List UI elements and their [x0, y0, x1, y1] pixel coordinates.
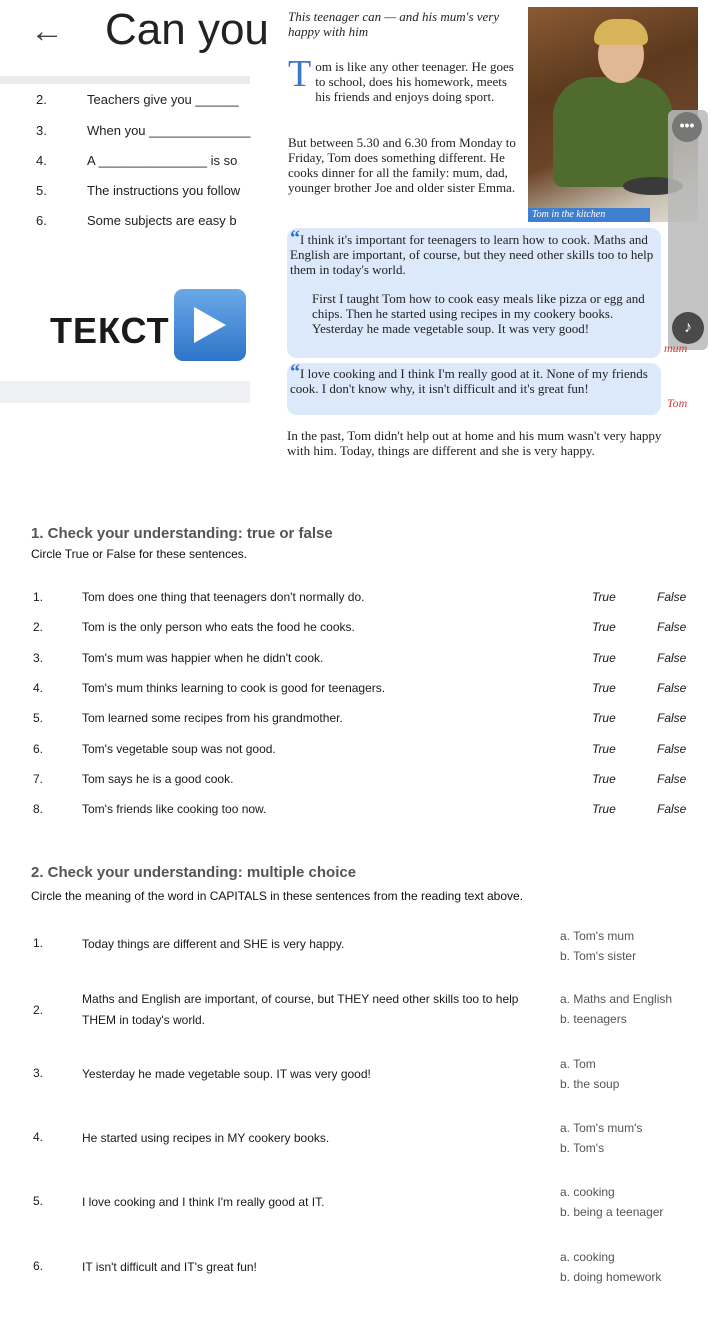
section-subtitle: Circle True or False for these sentences. [31, 547, 248, 561]
false-option[interactable]: False [657, 742, 687, 756]
back-arrow-icon[interactable]: ← [30, 12, 64, 50]
tom-quote: “I love cooking and I think I'm really good at it. None of my friends cook. I don't know why, it isn't difficult and it's great fun! [290, 361, 648, 396]
option-b[interactable]: b. Tom's [560, 1141, 605, 1155]
true-option[interactable]: True [592, 590, 616, 604]
divider [0, 381, 250, 403]
false-option[interactable]: False [657, 711, 687, 725]
false-option[interactable]: False [657, 802, 687, 816]
option-b[interactable]: b. doing homework [560, 1270, 662, 1284]
tf-row: 5. Tom learned some recipes from his grandmother. True False [33, 711, 687, 725]
tf-row: 2. Tom is the only person who eats the food he cooks. True False [33, 620, 687, 634]
false-option[interactable]: False [657, 620, 687, 634]
false-option[interactable]: False [657, 590, 687, 604]
true-option[interactable]: True [592, 681, 616, 695]
article-paragraph: In the past, Tom didn't help out at home and his mum wasn't very happy with him. Today, things are different and she is very happy. [287, 428, 662, 458]
tf-row: 7. Tom says he is a good cook. True False [33, 772, 687, 786]
tf-row: 8. Tom's friends like cooking too now. True False [33, 802, 687, 816]
section-subtitle: Circle the meaning of the word in CAPITALS in these sentences from the reading text above. [31, 889, 524, 903]
article-paragraph: Tom is like any other teenager. He goes to school, does his homework, meets his friends and enjoys doing sport. [288, 53, 514, 104]
option-a[interactable]: a. Tom's mum's [560, 1121, 643, 1135]
page-title: Can you [105, 5, 269, 54]
option-b[interactable]: b. teenagers [560, 1012, 627, 1026]
left-row: 4. A _______________ is so [36, 153, 238, 168]
tf-row: 4. Tom's mum thinks learning to cook is good for teenagers. True False [33, 681, 687, 695]
photo-caption: Tom in the kitchen [528, 208, 650, 222]
option-a[interactable]: a. Tom [560, 1057, 596, 1071]
left-row: 6. Some subjects are easy b [36, 213, 237, 228]
false-option[interactable]: False [657, 651, 687, 665]
play-icon[interactable] [174, 289, 246, 361]
article-paragraph: But between 5.30 and 6.30 from Monday to Friday, Tom does something different. He cooks dinner for all the family: mum, dad, younger brother Joe and older sister Emma. [288, 135, 516, 195]
quote-icon: “ [290, 361, 300, 383]
divider [0, 76, 250, 84]
option-b[interactable]: b. being a teenager [560, 1205, 664, 1219]
true-option[interactable]: True [592, 802, 616, 816]
option-b[interactable]: b. Tom's sister [560, 949, 637, 963]
option-a[interactable]: a. Tom's mum [560, 929, 635, 943]
mum-quote: “I think it's important for teenagers to learn how to cook. Maths and English are important, of course, but they need other skills too to help them in today's world. [290, 227, 654, 277]
option-b[interactable]: b. the soup [560, 1077, 620, 1091]
tf-row: 1. Tom does one thing that teenagers don't normally do. True False [33, 590, 687, 604]
true-option[interactable]: True [592, 772, 616, 786]
option-a[interactable]: a. cooking [560, 1185, 615, 1199]
false-option[interactable]: False [657, 681, 687, 695]
article-intro: This teenager can — and his mum's very happy with him [288, 9, 500, 39]
tf-row: 6. Tom's vegetable soup was not good. True False [33, 742, 687, 756]
false-option[interactable]: False [657, 772, 687, 786]
option-a[interactable]: a. cooking [560, 1250, 615, 1264]
true-option[interactable]: True [592, 742, 616, 756]
left-row: 2. Teachers give you ______ [36, 92, 239, 107]
section-heading: 1. Check your understanding: true or false [31, 525, 333, 542]
mum-quote-cont: First I taught Tom how to cook easy meals like pizza or egg and chips. Then he started using recipes in my cookery books. Yesterday he made vegetable soup. It was very good! [312, 291, 645, 336]
tekst-label: ТЕКСТ [50, 310, 170, 351]
true-option[interactable]: True [592, 620, 616, 634]
option-a[interactable]: a. Maths and English [560, 992, 673, 1006]
drop-cap: T [288, 53, 312, 95]
quote-icon: “ [290, 227, 300, 249]
left-row: 3. When you ______________ [36, 123, 251, 138]
true-option[interactable]: True [592, 711, 616, 725]
section-heading: 2. Check your understanding: multiple choice [31, 864, 357, 881]
quote-signature: Tom [667, 396, 688, 410]
true-option[interactable]: True [592, 651, 616, 665]
music-note-icon[interactable]: ♪ [672, 312, 704, 344]
quote-signature: mum [664, 341, 688, 355]
left-row: 5. The instructions you follow [36, 183, 241, 198]
tf-row: 3. Tom's mum was happier when he didn't cook. True False [33, 651, 687, 665]
more-dots-icon[interactable]: ••• [672, 112, 702, 142]
